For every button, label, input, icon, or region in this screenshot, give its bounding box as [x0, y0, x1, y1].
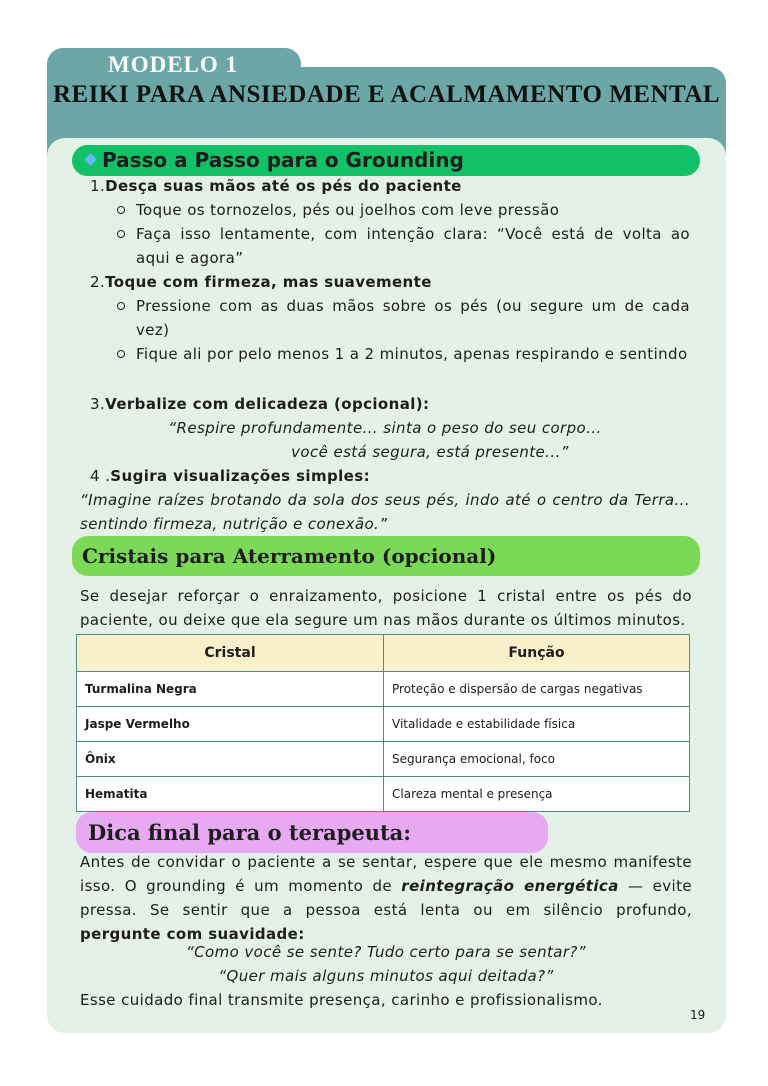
bullet-icon [117, 302, 125, 310]
bullet-icon [117, 206, 125, 214]
crystals-intro: Se desejar reforçar o enraizamento, posicione 1 cristal entre os pés do paciente, ou deixe que ela segure um nas mãos durante os últimos minutos. [80, 587, 692, 629]
final-tip-paragraph: Antes de convidar o paciente a se sentar, espere que ele mesmo manifeste isso. O grounding é um momento de reintegração energética — evite pressa. Se sentir que a pessoa está lenta ou em silêncio profundo, pergunte com suavidade: [80, 853, 692, 943]
heading-text: Passo a Passo para o Grounding [102, 148, 464, 172]
final-quote-2: “Quer mais alguns minutos aqui deitada?” [218, 967, 554, 985]
page-number: 19 [690, 1008, 706, 1022]
bullet-icon [117, 230, 125, 238]
table-row [77, 777, 690, 812]
diamond-icon [84, 153, 97, 166]
cell-crystal: Turmalina Negra [77, 672, 384, 707]
cell-function: Vitalidade e estabilidade física [384, 707, 690, 742]
step-3-quote-1: “Respire profundamente... sinta o peso do seu corpo... [168, 419, 602, 437]
step-3-quote-2: você está segura, está presente...” [291, 443, 569, 461]
table-row [77, 672, 690, 707]
step-3: 3.Verbalize com delicadeza (opcional): [90, 395, 430, 413]
step-4: 4 .Sugira visualizações simples: [90, 467, 370, 485]
table-row [77, 742, 690, 777]
cell-function: Proteção e dispersão de cargas negativas [384, 672, 690, 707]
section-heading-final-tip: Dica final para o terapeuta: [76, 812, 548, 853]
step-1-bullet-2: Faça isso lentamente, com intenção clara: “Você está de volta ao aqui e agora” [136, 225, 690, 267]
cell-crystal: Ônix [77, 742, 384, 777]
step-1: 1.Desça suas mãos até os pés do paciente [90, 177, 462, 195]
step-2: 2.Toque com firmeza, mas suavemente [90, 273, 432, 291]
cell-crystal: Hematita [77, 777, 384, 812]
col-header-crystal: Cristal [77, 635, 384, 672]
final-quote-1: “Como você se sente? Tudo certo para se sentar?” [186, 943, 586, 961]
bullet-icon [117, 350, 125, 358]
col-header-function: Função [384, 635, 690, 672]
section-heading-grounding [72, 145, 700, 176]
step-2-bullet-2: Fique ali por pelo menos 1 a 2 minutos, apenas respirando e sentindo [136, 345, 688, 363]
cell-function: Segurança emocional, foco [384, 742, 690, 777]
step-2-bullet-1: Pressione com as duas mãos sobre os pés (ou segure um de cada vez) [136, 297, 690, 339]
cell-function: Clareza mental e presença [384, 777, 690, 812]
step-1-bullet-1: Toque os tornozelos, pés ou joelhos com leve pressão [136, 201, 560, 219]
table-row [77, 707, 690, 742]
step-4-text: “Imagine raízes brotando da sola dos seus pés, indo até o centro da Terra... sentindo firmeza, nutrição e conexão.” [80, 491, 690, 533]
closing-text: Esse cuidado final transmite presença, carinho e profissionalismo. [80, 991, 603, 1009]
page-title: REIKI PARA ANSIEDADE E ACALMAMENTO MENTAL [52, 81, 721, 108]
model-label: MODELO 1 [108, 52, 239, 77]
cell-crystal: Jaspe Vermelho [77, 707, 384, 742]
crystals-table [76, 634, 690, 812]
section-heading-crystals: Cristais para Aterramento (opcional) [72, 536, 700, 576]
